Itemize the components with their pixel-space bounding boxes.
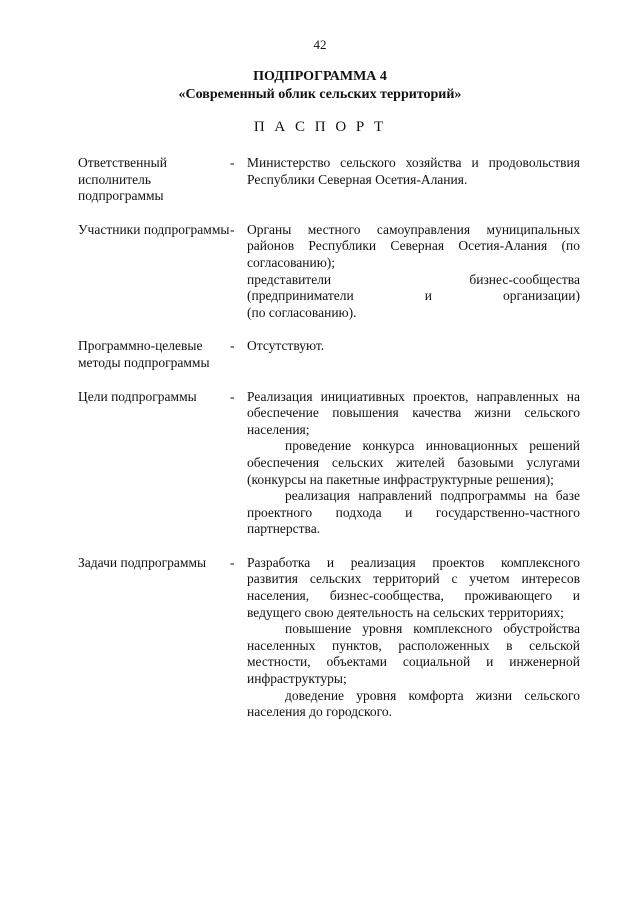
row-value xyxy=(247,338,580,371)
subprogram-name: «Современный облик сельских территорий» xyxy=(178,87,462,102)
row-value xyxy=(247,555,580,721)
value-paragraph: представители бизнес-сообщества xyxy=(247,271,580,287)
passport-row-tasks xyxy=(78,555,580,721)
value-paragraph: (по согласованию). xyxy=(247,304,357,320)
row-dash: - xyxy=(230,221,235,237)
row-label: Задачи подпрограммы xyxy=(78,554,207,570)
value-paragraph: Отсутствуют. xyxy=(247,338,325,354)
row-label: Цели подпрограммы xyxy=(78,388,197,404)
value-paragraph: доведение уровня комфорта жизни сельского населения до городского. xyxy=(247,687,580,720)
row-dash: - xyxy=(230,554,235,570)
row-dash: - xyxy=(230,155,235,170)
value-paragraph: проведение конкурса инновационных решений обеспечения сельских жителей базовыми услугами (конкурсы на пакетные инфраструктурные решения); xyxy=(247,438,580,487)
subprogram-title: ПОДПРОГРАММА 4 xyxy=(253,69,387,84)
passport-row-goals xyxy=(78,389,580,538)
passport-row-responsible xyxy=(78,155,580,205)
passport-row-participants xyxy=(78,222,580,322)
value-paragraph: Реализация инициативных проектов, направленных на обеспечение повышения качества жизни сельского населения; xyxy=(247,388,580,437)
row-label: Участники подпрограммы xyxy=(78,221,230,237)
value-paragraph: (предприниматели и организации) xyxy=(247,288,580,304)
value-paragraph: Разработка и реализация проектов комплексного развития сельских территорий с учетом интересов населения, бизнес-сообщества, проживающего и ведущего свою деятельность на сельских территориях; xyxy=(247,554,580,620)
page-number: 42 xyxy=(313,37,327,52)
value-paragraph: Органы местного самоуправления муниципальных районов Республики Северная Осетия-Алания (по согласованию); xyxy=(247,221,580,270)
row-label: Ответственный исполнитель подпрограммы xyxy=(78,155,167,204)
row-value xyxy=(247,389,580,538)
row-dash: - xyxy=(230,338,235,354)
passport-table xyxy=(78,155,580,738)
row-value xyxy=(247,155,580,205)
row-dash: - xyxy=(230,388,235,404)
row-label: Программно-целевые методы подпрограммы xyxy=(78,338,210,370)
value-paragraph: реализация направлений подпрограммы на базе проектного подхода и государственно-частного партнерства. xyxy=(247,488,580,537)
passport-heading: П А С П О Р Т xyxy=(253,119,387,135)
value-paragraph: Министерство сельского хозяйства и продовольствия Республики Северная Осетия-Алания. xyxy=(247,155,580,187)
row-value xyxy=(247,222,580,322)
passport-row-methods xyxy=(78,338,580,371)
value-paragraph: повышение уровня комплексного обустройства населенных пунктов, расположенных в сельской местности, объектами социальной и инженерной инфраструктуры; xyxy=(247,621,580,687)
